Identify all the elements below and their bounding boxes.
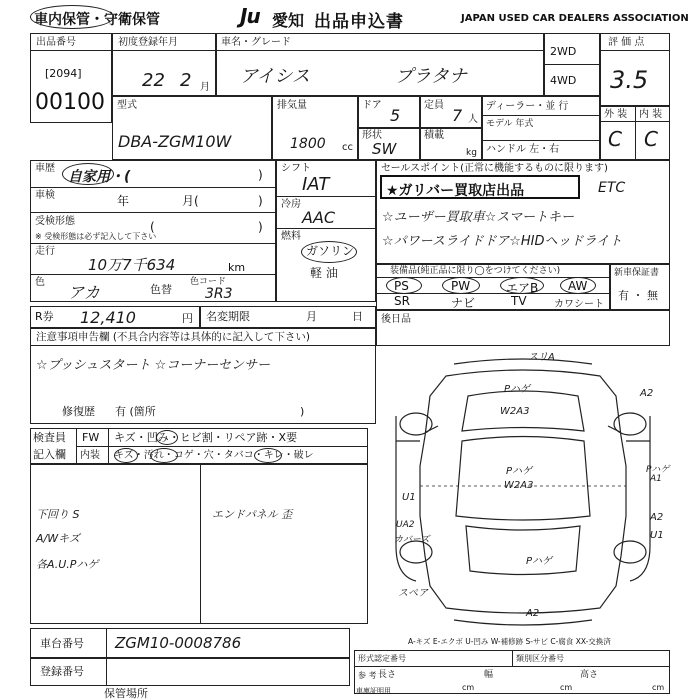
selling-line2: ☆パワースライドドア☆HIDヘッドライト: [382, 234, 623, 249]
gulliver-text: ★ガリバー買取店出品: [386, 183, 525, 199]
lot-label: 出品番号: [36, 37, 76, 48]
mark-a2-top: A2: [640, 388, 654, 399]
cm-label-1: cm: [462, 683, 475, 692]
inspection-month: 月(: [182, 194, 199, 208]
model-name: アイシス: [240, 66, 310, 87]
inspection-close: ): [258, 194, 263, 208]
score-label: 評 価 点: [608, 37, 645, 48]
dent-circle-mark: [156, 430, 178, 445]
storage-circle-mark: [30, 5, 114, 29]
registration-label: 初度登録年月: [118, 37, 178, 48]
inspector-notes-box: [30, 464, 368, 624]
gulliver-stamp: [380, 175, 580, 199]
notes-line1: ☆プッシュスタート ☆コーナーセンサー: [36, 358, 271, 373]
mileage-value: 10万7千634: [88, 256, 176, 274]
fw-label: FW: [82, 431, 100, 444]
four-wd-label: 4WD: [550, 74, 577, 87]
after-sale-label: 後日品: [381, 314, 411, 325]
ju-logo: [240, 4, 260, 28]
color-label: 色: [35, 277, 45, 288]
acceptance-open: (: [150, 220, 155, 234]
inspector-note-1: 下回り S: [36, 508, 80, 521]
history-circle-mark: [62, 163, 114, 185]
selling-points-label: セールスポイント(正常に機能するものに限ります): [381, 163, 608, 174]
cert-doc-label: 車庫証明用: [356, 687, 391, 695]
load-label: 積載: [424, 130, 444, 141]
interior-label: 内 装: [639, 109, 663, 120]
equip-airbag-circle: [500, 277, 544, 294]
association-label: JAPAN USED CAR DEALERS ASSOCIATION: [461, 13, 689, 24]
color-code-title: 色コード: [190, 277, 227, 287]
mark-right-front: Pハゲ: [646, 465, 670, 475]
mark-bottom: A2: [526, 608, 540, 619]
dealer-label: ディーラー・並 行: [486, 101, 569, 112]
form-title: 出品申込書: [314, 12, 404, 32]
dirt-circle-mark: [150, 448, 178, 463]
equip-ps: PS: [394, 279, 409, 293]
two-wd-label: 2WD: [550, 45, 577, 58]
repair-value: 有 (箇所: [115, 405, 156, 418]
mark-right-front2: A1: [650, 474, 662, 484]
mark-rear: Pハゲ: [526, 556, 553, 567]
inspection-year: 年: [117, 194, 130, 208]
model-name-label: 車名・グレード: [221, 37, 291, 48]
inspection-label: 車検: [35, 190, 55, 201]
fuel-gasoline: ガソリン: [306, 244, 355, 258]
mark-roof2: W2A3: [504, 480, 534, 491]
cooling-label: 冷房: [281, 199, 301, 210]
mark-spare: スペア: [398, 588, 428, 599]
height-label: 高さ: [580, 670, 599, 680]
kg-label: kg: [466, 148, 477, 158]
mark-left-side2: カバーズ: [394, 535, 430, 545]
inspector-note-3: 各A.U.Pハゲ: [36, 558, 99, 571]
displacement-value: 1800: [290, 136, 326, 152]
selling-etc: ETC: [598, 180, 626, 196]
fw-items: キズ・凹み・ヒビ割・リペア跡・X要: [114, 431, 298, 444]
equip-pw-circle: [442, 277, 480, 294]
ref-label: 参 考: [358, 671, 377, 680]
mark-hood2: W2A3: [500, 406, 530, 417]
scratch-circle-mark: [114, 448, 138, 463]
cert-label: 形式認定番号: [358, 654, 406, 663]
registration-year: 22: [142, 70, 165, 91]
equip-airbag: エアB: [506, 281, 539, 295]
equip-leather: カワシート: [554, 299, 604, 310]
length-label: 長さ: [378, 670, 397, 680]
int-label: 内装: [80, 450, 100, 461]
warranty-label: 新車保証書: [614, 268, 660, 278]
category-label: 類別区分番号: [516, 654, 564, 663]
capacity-value: 7: [452, 106, 463, 125]
recycle-label: R券: [35, 310, 54, 323]
registration-month: 2: [180, 70, 192, 91]
cc-label: cc: [342, 142, 353, 153]
capacity-unit: 人: [468, 114, 478, 125]
fuel-label: 燃料: [281, 231, 301, 242]
mileage-unit: km: [228, 261, 246, 274]
int-items: キズ・汚れ・コゲ・穴・タバコ・キレ・破レ: [114, 450, 314, 461]
fuel-circle-mark: [301, 241, 357, 263]
logo-text: Ju: [240, 4, 260, 28]
warranty-value: 有 ・ 無: [618, 289, 658, 302]
notes-label: 注意事項申告欄 (不具合内容等は具体的に記入して下さい): [36, 331, 311, 343]
rename-day: 日: [352, 310, 363, 323]
shape-label: 形状: [362, 130, 382, 141]
shape-value: SW: [372, 140, 397, 158]
selling-line1: ☆ユーザー買取車☆スマートキー: [382, 210, 575, 225]
shift-value: IAT: [302, 174, 330, 195]
bottom-stamp: 保管場所: [104, 687, 148, 700]
handle-label: ハンドル 左・右: [486, 144, 560, 155]
recycle-value: 12,410: [80, 308, 136, 327]
mark-hood: Pハゲ: [504, 384, 531, 395]
acceptance-label: 受検形態: [35, 216, 75, 227]
door-label: ドア: [362, 100, 382, 111]
lot-number-bracket: [2094]: [45, 67, 82, 80]
chassis-label: 車台番号: [40, 637, 84, 650]
equip-tv: TV: [511, 294, 527, 308]
exterior-value: C: [608, 127, 622, 151]
aichi-label: 愛知: [272, 11, 305, 30]
fuel-light-oil: 軽 油: [310, 266, 338, 280]
cm-label-3: cm: [652, 683, 665, 692]
mark-u1-right: U1: [650, 530, 664, 541]
type-label: 型式: [117, 100, 137, 111]
width-label: 幅: [484, 670, 494, 680]
shift-label: シフト: [281, 163, 311, 174]
equip-ps-circle: [386, 277, 422, 294]
mark-top: スリA: [528, 352, 555, 363]
interior-value: C: [644, 127, 658, 151]
cm-label-2: cm: [560, 683, 573, 692]
equip-aw-circle: [560, 277, 596, 294]
exterior-label: 外 装: [604, 109, 628, 120]
after-sale-box: [376, 310, 670, 346]
rename-label: 名変期限: [206, 310, 250, 323]
equip-navi: ナビ: [451, 296, 476, 310]
lot-number: 00100: [35, 90, 105, 115]
car-diagram: [376, 346, 670, 632]
mark-left-side: UA2: [396, 520, 415, 530]
cooling-value: AAC: [302, 208, 336, 227]
model-grade: プラタナ: [395, 66, 467, 87]
capacity-label: 定員: [424, 100, 444, 111]
type-value: DBA-ZGM10W: [118, 132, 232, 151]
rename-month: 月: [306, 310, 317, 323]
acceptance-close: ): [258, 220, 263, 234]
storage-label: 車内保管・守衛保管: [34, 12, 160, 28]
door-value: 5: [390, 106, 401, 125]
history-close: ): [258, 168, 263, 182]
color-change-label: 色替: [150, 283, 172, 296]
equip-aw: AW: [568, 279, 588, 293]
acceptance-sub: ※ 受検形態は必ず記入して下さい: [35, 232, 157, 241]
equipment-label: 装備品(純正品に限り◯をつけてください): [390, 266, 561, 276]
color-value: アカ: [68, 283, 100, 302]
recycle-unit: 円: [182, 312, 193, 325]
mark-a2-right: A2: [650, 512, 664, 523]
inspector-label2: 記入欄: [33, 448, 66, 461]
history-label: 車歴: [35, 163, 55, 174]
inspector-note-2: A/Wキズ: [36, 532, 80, 545]
model-year-label: モデル 年式: [486, 119, 534, 129]
score-value: 3.5: [610, 66, 649, 94]
plate-label: 登録番号: [40, 665, 84, 678]
registration-month-unit: 月: [200, 82, 210, 93]
chassis-value: ZGM10-0008786: [115, 634, 242, 652]
repair-label: 修復歴: [62, 405, 95, 418]
color-code-value: 3R3: [205, 286, 233, 302]
history-value: 自家用・(: [68, 169, 131, 185]
mark-u1-left: U1: [402, 492, 416, 503]
damage-legend: A-キズ E-エクボ U-凹み W-補修跡 S-サビ C-腐食 XX-交換済: [408, 637, 611, 646]
mileage-label: 走行: [35, 246, 55, 257]
storage-label-box: [30, 6, 208, 28]
mark-roof: Pハゲ: [506, 466, 533, 477]
repair-close: ): [300, 405, 305, 418]
equip-pw: PW: [451, 279, 471, 293]
tobacco-circle-mark: [254, 448, 282, 463]
inspector-note-4: エンドパネル 歪: [212, 508, 293, 521]
inspector-label1: 検査員: [33, 431, 66, 444]
displacement-label: 排気量: [277, 100, 307, 111]
equip-sr: SR: [394, 294, 410, 308]
